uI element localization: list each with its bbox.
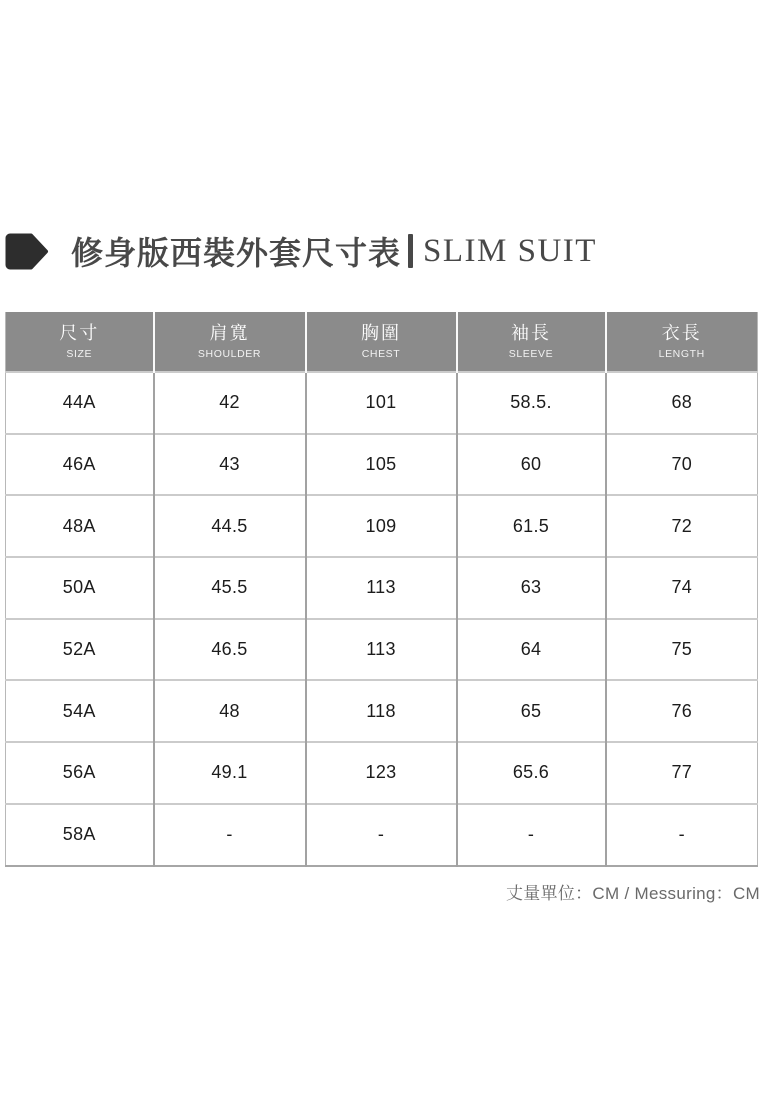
cell-sleeve: 61.5 bbox=[457, 495, 606, 557]
cell-length: 77 bbox=[606, 742, 758, 804]
cell-shoulder: - bbox=[154, 804, 306, 866]
cell-shoulder: 45.5 bbox=[154, 557, 306, 619]
tag-arrow-icon bbox=[5, 233, 49, 270]
title-divider-bar bbox=[408, 234, 413, 268]
header-cell-length bbox=[606, 312, 758, 372]
header-label-zh: 衣長 bbox=[661, 323, 702, 344]
table-row bbox=[6, 680, 758, 742]
size-table bbox=[5, 312, 758, 867]
header-label-en: SHOULDER bbox=[197, 347, 262, 360]
cell-shoulder: 43 bbox=[154, 434, 306, 496]
cell-shoulder: 48 bbox=[154, 680, 306, 742]
cell-chest: 123 bbox=[306, 742, 457, 804]
cell-size: 54A bbox=[6, 680, 154, 742]
cell-chest: 109 bbox=[306, 495, 457, 557]
header-label-zh: 袖長 bbox=[511, 323, 551, 344]
table-row bbox=[6, 557, 758, 619]
header-cell-shoulder bbox=[154, 312, 306, 372]
cell-sleeve: 58.5. bbox=[457, 372, 606, 434]
header-cell-chest bbox=[306, 312, 457, 372]
page-title-en: SLIM SUIT bbox=[423, 232, 597, 269]
cell-length: 70 bbox=[606, 434, 758, 496]
cell-length: 72 bbox=[606, 495, 758, 557]
cell-chest: 105 bbox=[306, 434, 457, 496]
cell-chest: 118 bbox=[306, 680, 457, 742]
cell-size: 48A bbox=[6, 495, 154, 557]
header-label-zh: 胸圍 bbox=[361, 323, 401, 344]
cell-size: 50A bbox=[6, 557, 154, 619]
cell-chest: 113 bbox=[306, 619, 457, 681]
cell-size: 46A bbox=[6, 434, 154, 496]
measuring-unit-note: 丈量單位：CM / Messuring：CM bbox=[505, 884, 760, 903]
table-row bbox=[6, 372, 758, 434]
cell-shoulder: 46.5 bbox=[154, 619, 306, 681]
cell-sleeve: 60 bbox=[457, 434, 606, 496]
header-label-zh: 尺寸 bbox=[59, 323, 100, 344]
cell-chest: 113 bbox=[306, 557, 457, 619]
table-row bbox=[6, 804, 758, 866]
cell-shoulder: 42 bbox=[154, 372, 306, 434]
header-label-en: SIZE bbox=[66, 347, 93, 360]
cell-chest: - bbox=[306, 804, 457, 866]
header-row bbox=[6, 312, 758, 372]
header-cell-sleeve bbox=[457, 312, 606, 372]
table-row bbox=[6, 742, 758, 804]
cell-chest: 101 bbox=[306, 372, 457, 434]
page-title-zh: 修身版西裝外套尺寸表 bbox=[71, 235, 402, 271]
cell-size: 56A bbox=[6, 742, 154, 804]
cell-shoulder: 49.1 bbox=[154, 742, 306, 804]
cell-sleeve: 64 bbox=[457, 619, 606, 681]
header-label-zh: 肩寬 bbox=[209, 323, 250, 344]
cell-sleeve: 63 bbox=[457, 557, 606, 619]
cell-length: 74 bbox=[606, 557, 758, 619]
cell-length: 68 bbox=[606, 372, 758, 434]
cell-shoulder: 44.5 bbox=[154, 495, 306, 557]
cell-sleeve: 65.6 bbox=[457, 742, 606, 804]
header-cell-size bbox=[6, 312, 154, 372]
table-row bbox=[6, 619, 758, 681]
title-section bbox=[5, 228, 597, 274]
cell-sleeve: - bbox=[457, 804, 606, 866]
cell-size: 44A bbox=[6, 372, 154, 434]
cell-length: - bbox=[606, 804, 758, 866]
table-row bbox=[6, 495, 758, 557]
cell-size: 58A bbox=[6, 804, 154, 866]
cell-length: 75 bbox=[606, 619, 758, 681]
size-table-wrap bbox=[5, 312, 758, 867]
header-label-en: SLEEVE bbox=[508, 347, 554, 360]
cell-size: 52A bbox=[6, 619, 154, 681]
table-row bbox=[6, 434, 758, 496]
cell-length: 76 bbox=[606, 680, 758, 742]
header-label-en: LENGTH bbox=[658, 347, 705, 360]
cell-sleeve: 65 bbox=[457, 680, 606, 742]
header-label-en: CHEST bbox=[361, 347, 401, 360]
